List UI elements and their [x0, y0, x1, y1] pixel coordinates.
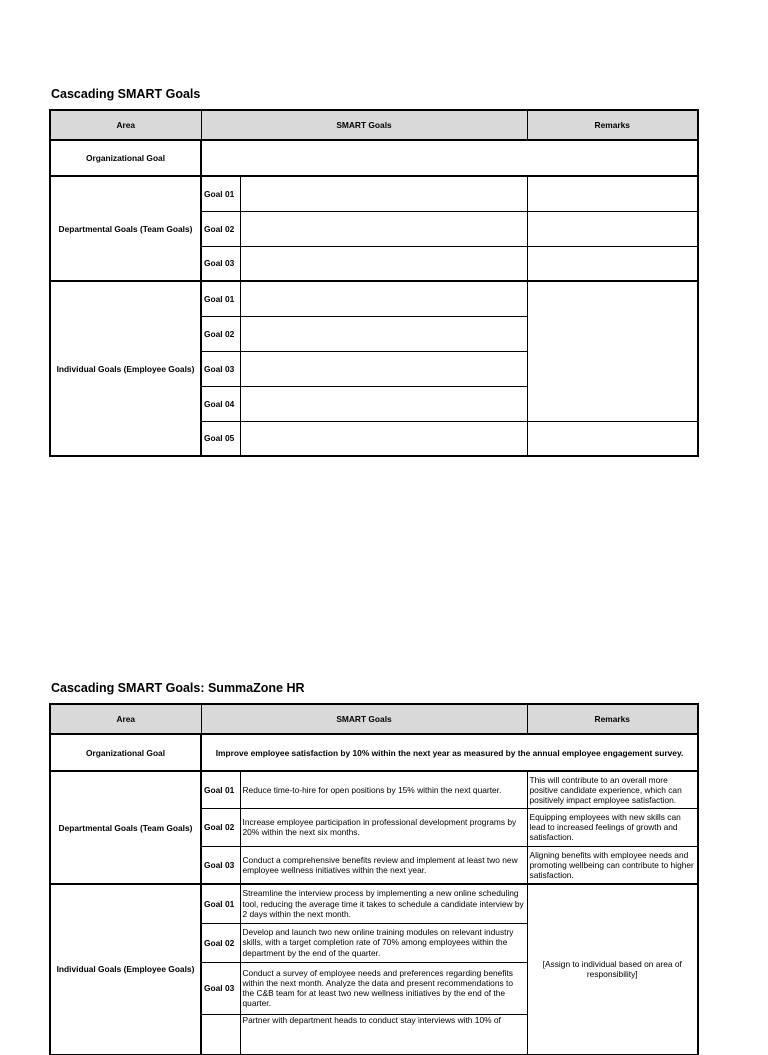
table-row [50, 884, 698, 923]
table-header-row [50, 704, 698, 734]
goal-label: Goal 03 [201, 351, 240, 386]
remark-text[interactable]: [Assign to individual based on area of responsibility] [527, 884, 698, 1054]
remark-text[interactable]: Aligning benefits with employee needs and promoting wellbeing can contribute to higher satisfaction. [527, 846, 698, 884]
sheet-title: Cascading SMART Goals [51, 87, 201, 101]
goal-label: Goal 02 [201, 808, 240, 846]
goal-label: Goal 03 [201, 962, 240, 1014]
goal-cell[interactable] [240, 351, 527, 386]
goal-label: Goal 01 [201, 884, 240, 923]
goal-label: Goal 01 [201, 281, 240, 316]
remark-text[interactable]: This will contribute to an overall more positive candidate experience, which can positively impact employee satisfaction. [527, 771, 698, 808]
dept-goals-label: Departmental Goals (Team Goals) [50, 771, 201, 884]
remark-cell[interactable] [527, 176, 698, 211]
indiv-goals-label: Individual Goals (Employee Goals) [50, 884, 201, 1054]
org-goal-text[interactable]: Improve employee satisfaction by 10% within the next year as measured by the annual employee engagement survey. [201, 734, 698, 771]
dept-goals-label: Departmental Goals (Team Goals) [50, 176, 201, 281]
remark-cell[interactable] [527, 246, 698, 281]
remark-cell[interactable] [527, 421, 698, 456]
filled-goals-table [49, 703, 699, 1055]
org-goal-row [50, 140, 698, 176]
goal-cell[interactable] [240, 386, 527, 421]
sheet-title: Cascading SMART Goals: SummaZone HR [51, 681, 305, 695]
remark-cell[interactable] [527, 281, 698, 421]
goal-cell[interactable] [240, 211, 527, 246]
org-goal-row [50, 734, 698, 771]
goal-label: Goal 03 [201, 246, 240, 281]
remark-cell[interactable] [527, 211, 698, 246]
goal-text[interactable]: Develop and launch two new online training modules on relevant industry skills, with a target completion rate of 70% among employees within the department by the end of the quarter. [240, 923, 527, 962]
indiv-goals-label: Individual Goals (Employee Goals) [50, 281, 201, 456]
goal-label: Goal 05 [201, 421, 240, 456]
blank-goals-table [49, 109, 699, 457]
goal-cell[interactable] [240, 246, 527, 281]
org-goal-label: Organizational Goal [50, 734, 201, 771]
goal-label: Goal 04 [201, 386, 240, 421]
goal-cell[interactable] [240, 316, 527, 351]
goal-text[interactable]: Partner with department heads to conduct stay interviews with 10% of [240, 1014, 527, 1054]
goal-label: Goal 02 [201, 211, 240, 246]
table-row [50, 281, 698, 316]
goal-label: Goal 02 [201, 923, 240, 962]
remarks-header: Remarks [527, 110, 698, 140]
remarks-header: Remarks [527, 704, 698, 734]
goal-label: Goal 03 [201, 846, 240, 884]
org-goal-label: Organizational Goal [50, 140, 201, 176]
smart-goals-header: SMART Goals [201, 110, 527, 140]
area-header: Area [50, 110, 201, 140]
table-row [50, 176, 698, 211]
remark-text[interactable]: Equipping employees with new skills can lead to increased feelings of growth and satisfaction. [527, 808, 698, 846]
goal-label: Goal 01 [201, 176, 240, 211]
goal-label: Goal 01 [201, 771, 240, 808]
goal-label: Goal 02 [201, 316, 240, 351]
table-row [50, 771, 698, 808]
goal-text[interactable]: Conduct a survey of employee needs and preferences regarding benefits within the next month. Analyze the data and present recommendations to the C&B team for at least two new wellness initiatives by the end of the quarter. [240, 962, 527, 1014]
table-header-row [50, 110, 698, 140]
goal-text[interactable]: Conduct a comprehensive benefits review and implement at least two new employee wellness initiatives within the next year. [240, 846, 527, 884]
goal-cell[interactable] [240, 281, 527, 316]
goal-text[interactable]: Reduce time-to-hire for open positions by 15% within the next quarter. [240, 771, 527, 808]
goal-cell[interactable] [240, 176, 527, 211]
goal-cell[interactable] [240, 421, 527, 456]
goal-text[interactable]: Increase employee participation in professional development programs by 20% within the next six months. [240, 808, 527, 846]
goal-text[interactable]: Streamline the interview process by implementing a new online scheduling tool, reducing the average time it takes to schedule a candidate interview by 2 days within the next month. [240, 884, 527, 923]
goal-label [201, 1014, 240, 1054]
area-header: Area [50, 704, 201, 734]
smart-goals-header: SMART Goals [201, 704, 527, 734]
org-goal-cell[interactable] [201, 140, 698, 176]
